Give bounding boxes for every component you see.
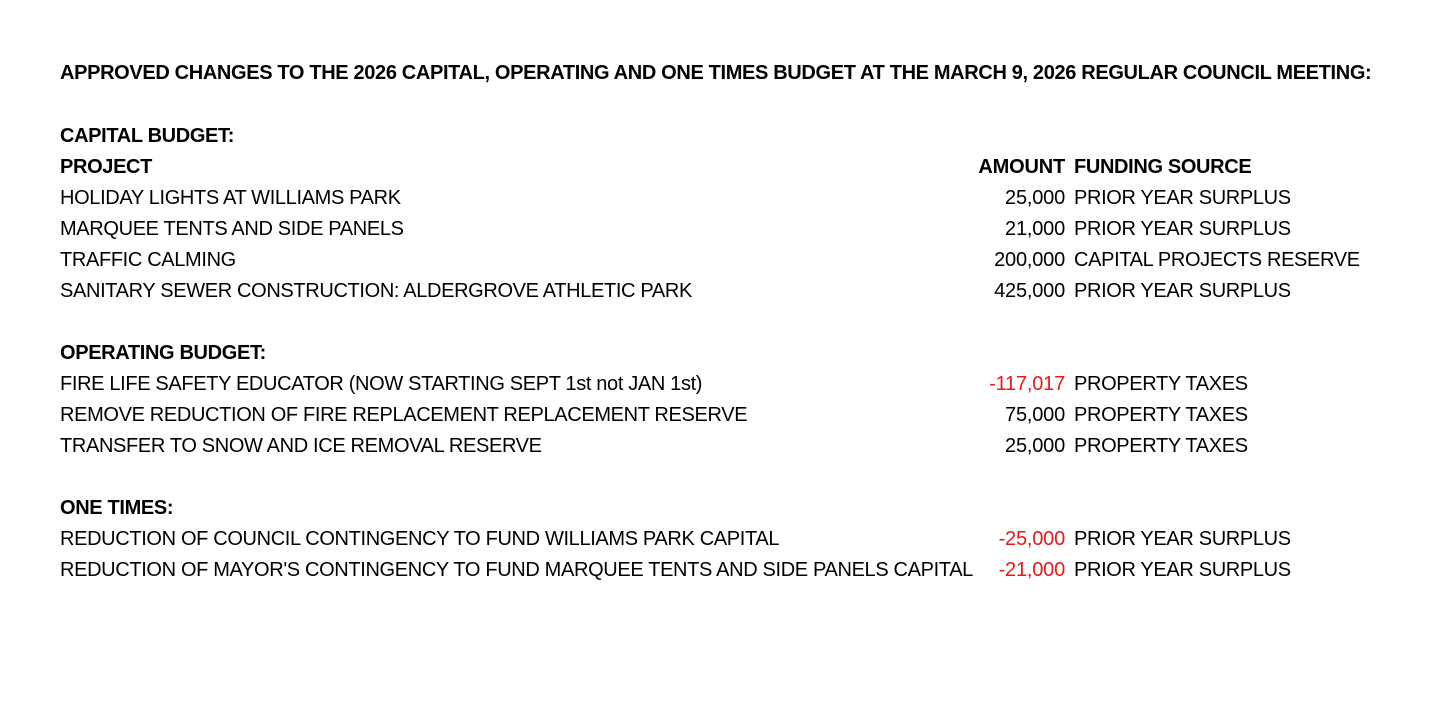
project-cell: REDUCTION OF MAYOR'S CONTINGENCY TO FUND MARQUEE TENTS AND SIDE PANELS CAPITAL [60, 559, 973, 581]
funding-source-column-header: FUNDING SOURCE [1074, 156, 1252, 178]
capital-column-headers [0, 156, 1456, 187]
project-cell: TRANSFER TO SNOW AND ICE REMOVAL RESERVE [60, 435, 542, 457]
operating-row [0, 373, 1456, 404]
amount-cell: 25,000 [1005, 435, 1065, 457]
operating-section-heading-row [0, 342, 1456, 373]
capital-row [0, 249, 1456, 280]
amount-cell: 21,000 [1005, 218, 1065, 240]
project-column-header: PROJECT [60, 156, 153, 178]
operating-row [0, 404, 1456, 435]
project-cell: TRAFFIC CALMING [60, 249, 236, 271]
amount-column-header: AMOUNT [978, 156, 1065, 178]
funding-source-cell: PRIOR YEAR SURPLUS [1074, 528, 1291, 550]
amount-cell-negative: -25,000 [998, 528, 1065, 550]
capital-row [0, 187, 1456, 218]
capital-section-heading-row [0, 125, 1456, 156]
one-times-row [0, 559, 1456, 590]
one-times-heading: ONE TIMES: [60, 497, 174, 519]
funding-source-cell: PRIOR YEAR SURPLUS [1074, 280, 1291, 302]
project-cell: SANITARY SEWER CONSTRUCTION: ALDERGROVE ATHLETIC PARK [60, 280, 692, 302]
amount-cell: 25,000 [1005, 187, 1065, 209]
operating-budget-heading: OPERATING BUDGET: [60, 342, 266, 364]
capital-row [0, 218, 1456, 249]
capital-budget-heading: CAPITAL BUDGET: [60, 125, 235, 147]
funding-source-cell: PRIOR YEAR SURPLUS [1074, 187, 1291, 209]
funding-source-cell: PROPERTY TAXES [1074, 404, 1248, 426]
funding-source-cell: PROPERTY TAXES [1074, 373, 1248, 395]
capital-row [0, 280, 1456, 311]
project-cell: HOLIDAY LIGHTS AT WILLIAMS PARK [60, 187, 401, 209]
project-cell: REMOVE REDUCTION OF FIRE REPLACEMENT REPLACEMENT RESERVE [60, 404, 748, 426]
funding-source-cell: PROPERTY TAXES [1074, 435, 1248, 457]
amount-cell: 200,000 [994, 249, 1065, 271]
funding-source-cell: PRIOR YEAR SURPLUS [1074, 218, 1291, 240]
one-times-row [0, 528, 1456, 559]
funding-source-cell: PRIOR YEAR SURPLUS [1074, 559, 1291, 581]
project-cell: MARQUEE TENTS AND SIDE PANELS [60, 218, 404, 240]
project-cell: FIRE LIFE SAFETY EDUCATOR (NOW STARTING SEPT 1st not JAN 1st) [60, 373, 703, 395]
funding-source-cell: CAPITAL PROJECTS RESERVE [1074, 249, 1360, 271]
amount-cell-negative: -117,017 [989, 373, 1065, 395]
operating-row [0, 435, 1456, 466]
one-times-section-heading-row [0, 497, 1456, 528]
amount-cell-negative: -21,000 [998, 559, 1065, 581]
document-title: APPROVED CHANGES TO THE 2026 CAPITAL, OPERATING AND ONE TIMES BUDGET AT THE MARCH 9, 2026 REGULAR COUNCIL MEETING: [60, 62, 1372, 84]
amount-cell: 425,000 [994, 280, 1065, 302]
amount-cell: 75,000 [1005, 404, 1065, 426]
project-cell: REDUCTION OF COUNCIL CONTINGENCY TO FUND WILLIAMS PARK CAPITAL [60, 528, 780, 550]
